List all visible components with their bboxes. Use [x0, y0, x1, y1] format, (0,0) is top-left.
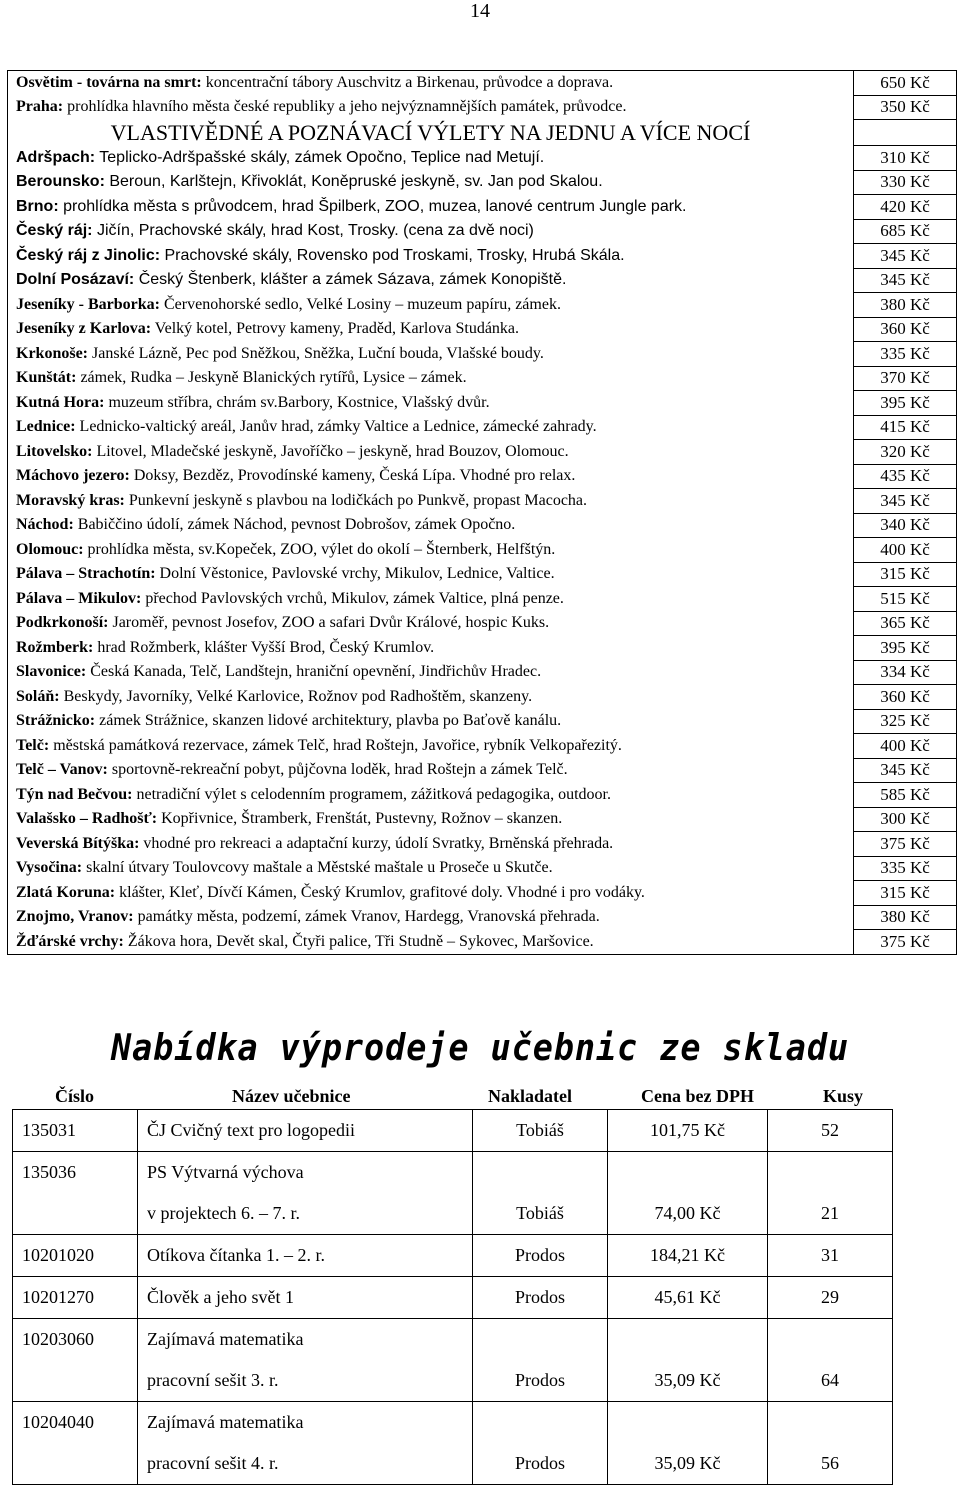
book-publisher: [473, 1319, 608, 1361]
trip-description-cell: [8, 636, 854, 661]
trip-details: Česká Kanada, Telč, Landštejn, hraniční opevnění, Jindřichův Hradec.: [86, 663, 542, 681]
book-number: 10201270: [13, 1277, 138, 1319]
trip-destination: Pálava – Strachotín:: [16, 565, 156, 583]
trip-details: muzeum stříbra, chrám sv.Barbory, Kostnice, Vlašský dvůr.: [104, 393, 490, 411]
trip-description-cell: [8, 587, 854, 612]
trip-row: [8, 636, 957, 661]
header-price: Cena bez DPH: [641, 1086, 754, 1106]
book-price: 74,00 Kč: [608, 1193, 768, 1235]
header-qty: Kusy: [823, 1086, 864, 1106]
trip-destination: Valašsko – Radhošť:: [16, 810, 158, 828]
book-publisher: [473, 1152, 608, 1194]
trip-price: 300 Kč: [854, 807, 957, 832]
book-name: Otíkova čítanka 1. – 2. r.: [138, 1235, 473, 1277]
trip-destination: Český ráj z Jinolic:: [16, 246, 161, 264]
trip-destination: Krkonoše:: [16, 344, 88, 362]
trip-price: 375 Kč: [854, 930, 957, 955]
book-publisher: Prodos: [473, 1360, 608, 1402]
book-number: 10203060: [13, 1319, 138, 1361]
trip-description-cell: [8, 807, 854, 832]
trip-row: [8, 538, 957, 563]
trip-price: 650 Kč: [854, 71, 957, 96]
book-publisher: Prodos: [473, 1443, 608, 1485]
trip-row: [8, 807, 957, 832]
trip-details: Doksy, Bezděz, Provodínské kameny, Česká Lípa. Vhodné pro relax.: [129, 467, 576, 485]
book-quantity: [768, 1319, 893, 1361]
trip-destination: Náchod:: [16, 516, 74, 534]
book-name: v projektech 6. – 7. r.: [138, 1193, 473, 1235]
trip-row: [8, 685, 957, 710]
book-name: Zajímavá matematika: [138, 1319, 473, 1361]
trip-price: 420 Kč: [854, 195, 957, 220]
trip-details: Litovel, Mladečské jeskyně, Javoříčko – jeskyně, hrad Bouzov, Olomouc.: [92, 442, 569, 460]
sale-row: [13, 1277, 893, 1319]
trip-row: [8, 366, 957, 391]
book-price: [608, 1319, 768, 1361]
book-publisher: [473, 1402, 608, 1444]
trip-price: 350 Kč: [854, 95, 957, 120]
book-number: [13, 1443, 138, 1485]
sale-row: [13, 1235, 893, 1277]
trip-destination: Znojmo, Vranov:: [16, 908, 134, 926]
trip-destination: Jeseníky - Barborka:: [16, 295, 160, 313]
trip-destination: Berounsko:: [16, 173, 105, 191]
trip-details: Teplicko-Adršpašské skály, zámek Opočno, Teplice nad Metují.: [95, 148, 545, 166]
book-publisher: Prodos: [473, 1277, 608, 1319]
trip-description-cell: [8, 391, 854, 416]
trip-details: městská památková rezervace, zámek Telč, hrad Roštejn, Javořice, rybník Velkopařezitý.: [49, 736, 622, 754]
trip-row: [8, 930, 957, 955]
trip-details: hrad Rožmberk, klášter Vyšší Brod, Český Krumlov.: [93, 638, 435, 656]
trip-details: Babiččino údolí, zámek Náchod, pevnost Dobrošov, zámek Opočno.: [73, 516, 516, 534]
trip-details: koncentrační tábory Auschvitz a Birkenau, průvodce a doprava.: [201, 74, 614, 91]
trip-description-cell: [8, 342, 854, 367]
trip-description-cell: [8, 905, 854, 930]
trip-description-cell: [8, 881, 854, 906]
trip-row: [8, 611, 957, 636]
sale-row: [13, 1152, 893, 1194]
trip-description-cell: [8, 832, 854, 857]
trip-destination: Telč:: [16, 736, 50, 754]
sale-row: [13, 1443, 893, 1485]
trip-row: [8, 342, 957, 367]
trip-row: [8, 832, 957, 857]
trip-details: Lednicko-valtický areál, Janův hrad, zámky Valtice a Lednice, zámecké zahrady.: [75, 418, 597, 436]
trip-destination: Soláň:: [16, 687, 60, 705]
book-name: ČJ Cvičný text pro logopedii: [138, 1110, 473, 1152]
trip-details: Kopřivnice, Štramberk, Frenštát, Pustevny, Rožnov – skanzen.: [157, 810, 563, 828]
trip-price: 435 Kč: [854, 464, 957, 489]
trip-destination: Slavonice:: [16, 663, 87, 681]
trip-details: skalní útvary Toulovcovy maštale a Městské maštale u Proseče u Skutče.: [82, 859, 553, 877]
trip-details: prohlídka města, sv.Kopeček, ZOO, výlet do okolí – Šternberk, Helfštýn.: [83, 540, 556, 558]
trip-details: netradiční výlet s celodenním programem, zážitková pedagogika, outdoor.: [132, 785, 611, 803]
trip-row: [8, 587, 957, 612]
book-price: 101,75 Kč: [608, 1110, 768, 1152]
trip-price: 380 Kč: [854, 905, 957, 930]
trip-details: Český Štenberk, klášter a zámek Sázava, zámek Konopiště.: [134, 271, 567, 289]
trip-details: Jičín, Prachovské skály, hrad Kost, Trosky. (cena za dvě noci): [92, 222, 534, 240]
trip-price: 360 Kč: [854, 317, 957, 342]
book-name: Zajímavá matematika: [138, 1402, 473, 1444]
trip-details: prohlídka hlavního města české republiky a jeho nejvýznamnějších památek, průvodce.: [63, 98, 627, 116]
book-price: [608, 1402, 768, 1444]
trip-row: [8, 268, 957, 293]
trip-row: [8, 95, 957, 120]
trip-price: 340 Kč: [854, 513, 957, 538]
trip-description-cell: [8, 856, 854, 881]
trip-description-cell: [8, 685, 854, 710]
trip-row: [8, 146, 957, 171]
header-publisher: Nakladatel: [488, 1086, 573, 1106]
trip-details: Janské Lázně, Pec pod Sněžkou, Sněžka, Luční bouda, Vlašské boudy.: [88, 344, 544, 362]
trip-destination: Lednice:: [16, 418, 76, 436]
trip-price: 365 Kč: [854, 611, 957, 636]
trip-details: sportovně-rekreační pobyt, půjčovna loděk, hrad Roštejn a zámek Telč.: [107, 761, 568, 779]
trip-destination: Podkrkonoší:: [16, 614, 109, 632]
trip-details: památky města, podzemí, zámek Vranov, Hardegg, Vranovská přehrada.: [133, 908, 600, 926]
book-quantity: [768, 1402, 893, 1444]
trip-price: 345 Kč: [854, 758, 957, 783]
page-number: 14: [470, 0, 490, 22]
trip-description-cell: [8, 219, 854, 244]
trip-price: 345 Kč: [854, 268, 957, 293]
trip-description-cell: [8, 930, 854, 955]
trip-price: 685 Kč: [854, 219, 957, 244]
trip-description-cell: [8, 120, 854, 146]
trip-description-cell: [8, 513, 854, 538]
trip-details: Červenohorské sedlo, Velké Losiny – muzeum papíru, zámek.: [160, 295, 561, 313]
trip-row: [8, 783, 957, 808]
trip-row: [8, 709, 957, 734]
sale-table-header: [0, 1086, 960, 1108]
trip-destination: Český ráj:: [16, 222, 93, 240]
trip-destination: Rožmberk:: [16, 638, 94, 656]
trip-price: 400 Kč: [854, 538, 957, 563]
trip-destination: Jeseníky z Karlova:: [16, 320, 152, 338]
trip-description-cell: [8, 538, 854, 563]
trip-description-cell: [8, 611, 854, 636]
trip-destination: Dolní Posázaví:: [16, 271, 135, 289]
trip-price: 345 Kč: [854, 244, 957, 269]
book-publisher: Tobiáš: [473, 1110, 608, 1152]
book-quantity: 21: [768, 1193, 893, 1235]
trip-price: 315 Kč: [854, 562, 957, 587]
trip-row: [8, 71, 957, 96]
trip-price: 325 Kč: [854, 709, 957, 734]
section-heading-row: [8, 120, 957, 146]
trip-description-cell: [8, 489, 854, 514]
trip-destination: Strážnicko:: [16, 712, 96, 730]
sale-title: Nabídka výprodeje učebnic ze skladu: [110, 1028, 850, 1069]
book-number: 10204040: [13, 1402, 138, 1444]
trip-description-cell: [8, 95, 854, 120]
trip-row: [8, 734, 957, 759]
trip-destination: Olomouc:: [16, 540, 84, 558]
book-number: [13, 1193, 138, 1235]
trip-details: zámek, Rudka – Jeskyně Blanických rytířů, Lysice – zámek.: [76, 369, 467, 387]
trip-details: Velký kotel, Petrovy kameny, Praděd, Karlova Studánka.: [151, 320, 520, 338]
trip-price: 315 Kč: [854, 881, 957, 906]
trips-table: [7, 70, 957, 955]
header-name: Název učebnice: [232, 1086, 351, 1106]
book-price: 35,09 Kč: [608, 1360, 768, 1402]
book-quantity: 64: [768, 1360, 893, 1402]
trip-price: 330 Kč: [854, 170, 957, 195]
trip-description-cell: [8, 195, 854, 220]
trip-destination: Adršpach:: [16, 148, 96, 166]
trip-description-cell: [8, 71, 854, 96]
trip-destination: Brno:: [16, 197, 59, 215]
trip-description-cell: [8, 170, 854, 195]
trip-details: Žákova hora, Devět skal, Čtyři palice, Tři Studně – Sykovec, Maršovice.: [123, 932, 594, 950]
trip-row: [8, 440, 957, 465]
trip-details: Beroun, Karlštejn, Křivoklát, Koněpruské jeskyně, sv. Jan pod Skalou.: [104, 173, 603, 191]
trip-price: 515 Kč: [854, 587, 957, 612]
trip-destination: Kutná Hora:: [16, 393, 105, 411]
book-price: 45,61 Kč: [608, 1277, 768, 1319]
trip-row: [8, 244, 957, 269]
book-quantity: 56: [768, 1443, 893, 1485]
trip-destination: Pálava – Mikulov:: [16, 589, 142, 607]
trip-row: [8, 464, 957, 489]
sale-row: [13, 1193, 893, 1235]
trip-details: Prachovské skály, Rovensko pod Troskami, Trosky, Hrubá Skála.: [160, 246, 625, 264]
trip-details: Dolní Věstonice, Pavlovské vrchy, Mikulov, Lednice, Valtice.: [155, 565, 555, 583]
book-name: Člověk a jeho svět 1: [138, 1277, 473, 1319]
trip-description-cell: [8, 293, 854, 318]
trip-details: Punkevní jeskyně s plavbou na lodičkách po Punkvě, propast Macocha.: [124, 491, 588, 509]
trip-description-cell: [8, 709, 854, 734]
trip-row: [8, 758, 957, 783]
trip-description-cell: [8, 366, 854, 391]
trip-description-cell: [8, 562, 854, 587]
trip-row: [8, 391, 957, 416]
book-price: 184,21 Kč: [608, 1235, 768, 1277]
trip-description-cell: [8, 660, 854, 685]
book-quantity: [768, 1152, 893, 1194]
trip-row: [8, 489, 957, 514]
book-price: 35,09 Kč: [608, 1443, 768, 1485]
trip-row: [8, 881, 957, 906]
book-name: pracovní sešit 3. r.: [138, 1360, 473, 1402]
sale-row: [13, 1319, 893, 1361]
trip-destination: Vysočina:: [16, 859, 83, 877]
trip-destination: Moravský kras:: [16, 491, 125, 509]
book-quantity: 52: [768, 1110, 893, 1152]
trip-destination: Týn nad Bečvou:: [16, 785, 133, 803]
trip-description-cell: [8, 244, 854, 269]
trip-details: Jaroměř, pevnost Josefov, ZOO a safari Dvůr Králové, hospic Kuks.: [108, 614, 550, 632]
trip-details: prohlídka města s průvodcem, hrad Špilberk, ZOO, muzea, lanové centrum Jungle park.: [58, 197, 687, 215]
trip-price: 335 Kč: [854, 342, 957, 367]
trip-price: 360 Kč: [854, 685, 957, 710]
book-name: PS Výtvarná výchova: [138, 1152, 473, 1194]
trip-details: klášter, Kleť, Dívčí Kámen, Český Krumlov, grafitové doly. Vhodné i pro vodáky.: [115, 883, 645, 901]
book-number: 10201020: [13, 1235, 138, 1277]
trip-row: [8, 660, 957, 685]
trip-description-cell: [8, 317, 854, 342]
trip-row: [8, 219, 957, 244]
trip-price: 415 Kč: [854, 415, 957, 440]
trip-row: [8, 293, 957, 318]
trip-description-cell: [8, 464, 854, 489]
book-publisher: Prodos: [473, 1235, 608, 1277]
trip-row: [8, 415, 957, 440]
trip-destination: Žďárské vrchy:: [16, 932, 124, 950]
trip-description-cell: [8, 268, 854, 293]
trip-destination: Osvětim - továrna na smrt:: [16, 74, 202, 91]
trip-description-cell: [8, 758, 854, 783]
trip-price: 320 Kč: [854, 440, 957, 465]
trip-price: 395 Kč: [854, 636, 957, 661]
trip-price: 395 Kč: [854, 391, 957, 416]
trip-description-cell: [8, 415, 854, 440]
sale-row: [13, 1402, 893, 1444]
trip-price: 375 Kč: [854, 832, 957, 857]
sale-table: [12, 1109, 893, 1485]
trip-price: 380 Kč: [854, 293, 957, 318]
header-number: Číslo: [55, 1086, 95, 1106]
trip-price: 310 Kč: [854, 146, 957, 171]
trip-row: [8, 195, 957, 220]
book-quantity: 31: [768, 1235, 893, 1277]
trip-destination: Máchovo jezero:: [16, 467, 130, 485]
trip-price: 335 Kč: [854, 856, 957, 881]
trip-details: zámek Strážnice, skanzen lidové architektury, plavba po Baťově kanálu.: [95, 712, 562, 730]
trip-destination: Kunštát:: [16, 369, 77, 387]
trip-row: [8, 513, 957, 538]
book-name: pracovní sešit 4. r.: [138, 1443, 473, 1485]
trip-destination: Praha:: [16, 98, 64, 116]
trip-details: přechod Pavlovských vrchů, Mikulov, zámek Valtice, plná penze.: [141, 589, 564, 607]
trip-price: 370 Kč: [854, 366, 957, 391]
trip-price: 400 Kč: [854, 734, 957, 759]
book-number: [13, 1360, 138, 1402]
trip-details: Beskydy, Javorníky, Velké Karlovice, Rožnov pod Radhoštěm, skanzeny.: [59, 687, 533, 705]
trip-destination: Veverská Bítýška:: [16, 834, 140, 852]
trip-description-cell: [8, 734, 854, 759]
trip-price: 334 Kč: [854, 660, 957, 685]
trip-destination: Zlatá Koruna:: [16, 883, 116, 901]
sale-row: [13, 1110, 893, 1152]
book-number: 135036: [13, 1152, 138, 1194]
book-price: [608, 1152, 768, 1194]
trip-details: vhodné pro rekreaci a adaptační kurzy, údolí Svratky, Brněnská přehrada.: [139, 834, 614, 852]
trip-price: 345 Kč: [854, 489, 957, 514]
section-heading: VLASTIVĚDNÉ A POZNÁVACÍ VÝLETY NA JEDNU A VÍCE NOCÍ: [110, 119, 751, 145]
trip-row: [8, 905, 957, 930]
trip-row: [8, 317, 957, 342]
trip-row: [8, 856, 957, 881]
trip-row: [8, 562, 957, 587]
trip-row: [8, 170, 957, 195]
trip-price: [854, 120, 957, 146]
trip-description-cell: [8, 440, 854, 465]
trip-destination: Telč – Vanov:: [16, 761, 108, 779]
book-quantity: 29: [768, 1277, 893, 1319]
book-publisher: Tobiáš: [473, 1193, 608, 1235]
trip-destination: Litovelsko:: [16, 442, 93, 460]
trip-description-cell: [8, 783, 854, 808]
trip-description-cell: [8, 146, 854, 171]
book-number: 135031: [13, 1110, 138, 1152]
sale-row: [13, 1360, 893, 1402]
trip-price: 585 Kč: [854, 783, 957, 808]
